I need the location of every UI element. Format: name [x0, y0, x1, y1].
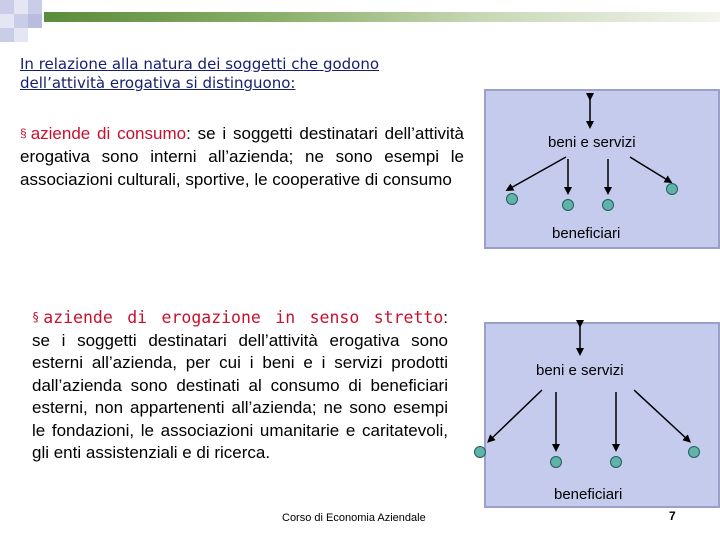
diagram-2-graphic — [484, 322, 720, 512]
section-consumption-body: : se i soggetti destinatari dell’attività erogativa sono interni all’azienda; ne sono esempi le associazioni culturali, sportive, le cooperative di consumo — [20, 124, 464, 189]
decor-square — [14, 28, 28, 42]
slide-title: In relazione alla natura dei soggetti che godono dell’attività erogativa si distinguono: — [20, 55, 380, 92]
beneficiary-node — [551, 457, 562, 468]
diagram-internal-beneficiaries — [484, 89, 720, 249]
diagram-external-beneficiaries — [484, 322, 720, 508]
decor-square — [14, 14, 28, 28]
beneficiary-node — [689, 447, 700, 458]
section-erogation-colon: : — [443, 308, 448, 327]
bullet-icon: § — [32, 310, 40, 324]
goods-services-label: beni e servizi — [548, 134, 636, 151]
beneficiaries-label: beneficiari — [552, 225, 621, 242]
decor-square — [28, 14, 42, 28]
bullet-icon: § — [20, 126, 27, 140]
term-aziende-di-consumo: aziende di consumo — [30, 124, 187, 143]
beneficiary-node — [563, 200, 574, 211]
beneficiaries-label: beneficiari — [554, 486, 623, 503]
term-aziende-di-erogazione: aziende di erogazione in senso stretto — [43, 308, 444, 327]
section-erogation-body: se i soggetti destinatari dell’attività erogativa sono esterni all’azienda, per cui i beni e i servizi prodotti dall’azienda sono destinati al consumo di beneficiari esterni, non appartenenti all’azienda; ne sono esempi le fondazioni, le associazioni umanitarie e caritatevoli, gli enti assistenziali e di ricerca. — [32, 330, 448, 462]
beneficiary-node — [667, 184, 678, 195]
arrow-left — [509, 157, 566, 189]
footer-course-name: Corso di Economia Aziendale — [282, 512, 426, 524]
section-erogation-text — [32, 306, 448, 465]
header-gradient-bar — [44, 12, 720, 22]
beneficiary-node — [603, 200, 614, 211]
arrow-left — [490, 390, 542, 440]
decor-square — [0, 28, 14, 42]
decor-square — [0, 14, 14, 28]
decor-square — [28, 0, 42, 14]
arrow-right — [630, 157, 669, 181]
section-consumption-text — [20, 122, 464, 191]
decor-square — [14, 0, 28, 14]
beneficiary-node — [507, 194, 518, 205]
goods-services-label: beni e servizi — [536, 362, 624, 379]
arrow-right — [634, 390, 688, 440]
beneficiary-node — [475, 447, 486, 458]
decor-square — [0, 0, 14, 14]
page-number: 7 — [669, 509, 676, 523]
beneficiary-node — [611, 457, 622, 468]
